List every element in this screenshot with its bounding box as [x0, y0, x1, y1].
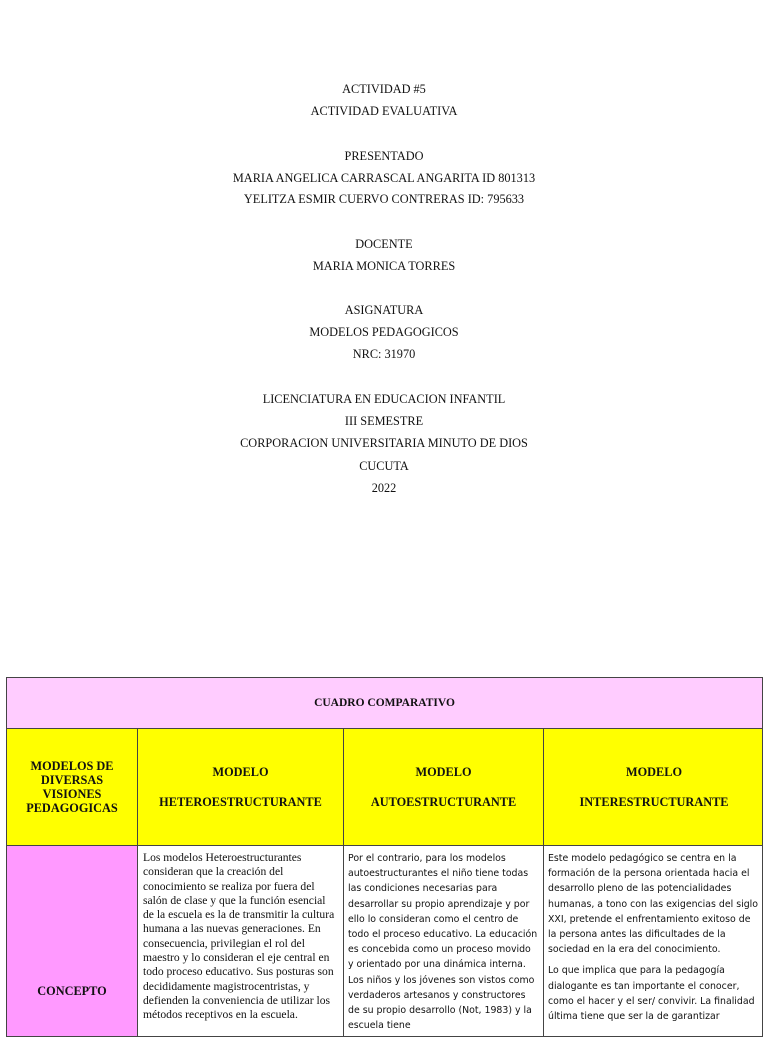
teacher-label: DOCENTE: [355, 237, 413, 251]
city: CUCUTA: [359, 459, 409, 473]
university: CORPORACION UNIVERSITARIA MINUTO DE DIOS: [240, 436, 528, 450]
header-auto-bottom: AUTOESTRUCTURANTE: [370, 794, 517, 809]
header-inter-bottom: INTERESTRUCTURANTE: [579, 794, 729, 809]
program: LICENCIATURA EN EDUCACION INFANTIL: [262, 392, 506, 406]
header-inter: [544, 729, 763, 845]
header-hetero: [138, 729, 344, 845]
comparative-table: [6, 677, 763, 1037]
activity-type: ACTIVIDAD EVALUATIVA: [310, 104, 458, 118]
author-2: YELITZA ESMIR CUERVO CONTRERAS ID: 795633: [243, 192, 525, 206]
header-auto: [344, 729, 544, 845]
header-auto-top: MODELO: [415, 764, 472, 779]
presented-label: PRESENTADO: [344, 149, 424, 163]
inter-concept-paragraph-1: Este modelo pedagógico se centra en la formación de la persona orientada hacia el desarrollo pleno de las potencialidades humanas, a tono con las exigencias del siglo XXI, pretende el enfrentamiento exitoso de la persona antes las dificultades de la sociedad en la era del conocimiento.: [548, 853, 758, 956]
activity-number: ACTIVIDAD #5: [342, 82, 426, 96]
cell-inter-concept: [544, 846, 763, 1037]
table-header-row: [7, 729, 762, 846]
header-hetero-bottom: HETEROESTRUCTURANTE: [159, 794, 322, 809]
inter-concept-paragraph-2: Lo que implica que para la pedagogía dialogante es tan importante el conocer, como el hacer y el ser/ convivir. La finalidad última tiene que ser la de garantizar: [548, 965, 755, 1023]
header-inter-top: MODELO: [625, 764, 683, 779]
author-1: MARIA ANGELICA CARRASCAL ANGARITA ID 801313: [232, 171, 536, 185]
cell-auto-concept: Por el contrario, para los modelos autoestructurantes el niño tiene todas las condiciones necesarias para desarrollar su propio aprendizaje y por ello lo consideran como el centro de todo el proceso educativo. La educación es concebida como un proceso movido y orientado por una dinámica interna. Los niños y los jóvenes son vistos como verdaderos artesanos y constructores de su propio desarrollo (Not, 1983) y la escuela tiene: [344, 846, 544, 1037]
year: 2022: [371, 481, 397, 495]
subject-name: MODELOS PEDAGOGICOS: [309, 325, 459, 339]
header-models-visions: MODELOS DE DIVERSAS VISIONES PEDAGOGICAS: [7, 729, 138, 845]
cell-hetero-concept: Los modelos Heteroestructurantes consideran que la creación del conocimiento se realiza por fuera del salón de clase y que la función esencial de la escuela es la de transmitir la cultura humana a las nuevas generaciones. En consecuencia, privilegian el rol del maestro y lo consideran el eje central en todo proceso educativo. Sus posturas son decididamente magistrocentristas, y defienden la conveniencia de utilizar los métodos receptivos en la escuela.: [138, 846, 344, 1037]
subject-label: ASIGNATURA: [344, 303, 424, 317]
row-label-concepto: CONCEPTO: [7, 846, 138, 1037]
semester: III SEMESTRE: [344, 414, 424, 428]
header-hetero-top: MODELO: [212, 764, 269, 779]
table-title: CUADRO COMPARATIVO: [7, 678, 762, 729]
nrc: NRC: 31970: [352, 347, 416, 361]
table-row-concepto: [7, 846, 762, 1037]
teacher-name: MARIA MONICA TORRES: [312, 259, 456, 273]
